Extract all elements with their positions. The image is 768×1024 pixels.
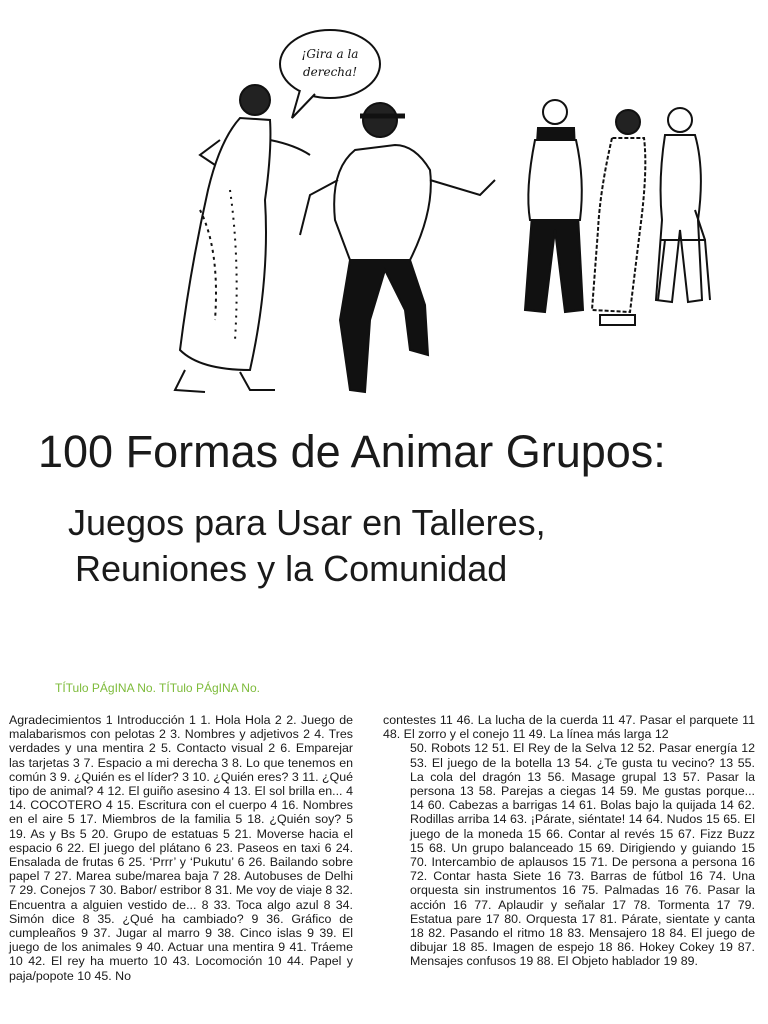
toc-entry-number: 33. <box>213 897 231 912</box>
toc-entry-number: 3. <box>170 727 181 742</box>
toc-entry-number: 19. <box>9 826 27 841</box>
woman-guiding-figure <box>175 85 310 392</box>
toc-entry-number: 50. <box>410 741 428 756</box>
toc-entry-number: 31. <box>215 883 233 898</box>
subtitle-line-1: Juegos para Usar en Talleres, <box>68 502 546 543</box>
toc-entry-number: 74. <box>708 869 727 884</box>
toc-entry-number: 23. <box>215 840 233 855</box>
toc-entry-number: 21. <box>234 826 252 841</box>
toc-entry-number: 29. <box>19 883 37 898</box>
toc-entry-number: 63. <box>510 812 528 827</box>
toc-entry-number: 30. <box>99 883 117 898</box>
toc-entry-number: 60. <box>427 798 445 813</box>
toc-entry-number: 47. <box>618 713 636 727</box>
toc-entry-number: 68. <box>428 840 447 855</box>
toc-entry-number: 72. <box>410 869 428 884</box>
toc-entry-number: 52. <box>637 741 656 756</box>
toc-entry-number: 87. <box>737 940 755 955</box>
subtitle-line-2: Reuniones y la Comunidad <box>75 548 508 589</box>
toc-column-right <box>383 713 755 969</box>
toc-entry-number: 1. <box>200 713 211 727</box>
toc-entry-number: 65. <box>723 812 741 827</box>
toc-entry-number: 32. <box>335 883 353 898</box>
toc-entry-number: 69. <box>597 840 615 855</box>
page-title: 100 Formas de Animar Grupos: <box>38 426 666 477</box>
toc-entry-number: 54. <box>574 755 593 770</box>
toc-entry-number: 81. <box>599 911 618 926</box>
toc-entry-number: 58. <box>478 784 496 799</box>
toc-entry-number: 85. <box>470 940 488 955</box>
toc-entry-number: 11. <box>302 769 319 784</box>
toc-entry-number: 53. <box>410 755 428 770</box>
toc-entry-number: 39. <box>319 926 337 941</box>
toc-entry-number: 28. <box>223 869 241 884</box>
toc-entry-number: 25. <box>128 855 146 870</box>
speech-bubble-line1: ¡Gira a la <box>301 47 359 61</box>
toc-entry-number: 14. <box>9 798 27 813</box>
toc-entry-number: 9. <box>60 769 71 784</box>
toc-right-text-2: 50. Robots 12 51. El Rey de la Selva 12 52. Pasar energía 12 53. El juego de la botella 13 54. ¿Te gusta tu vecino? 13 55. La cola del dragón 13 56. Masage grupal 13 57. Pasar la persona 13 58. Parejas a ciegas 14 59. Me gustas porque... 14 60. Cabezas a barrigas 14 61. Bolas bajo la quijada 14 62. Rodillas arriba 14 63. ¡Párate, siéntate! 14 64. Nudos 15 65. El juego de la moneda 15 66. Contar al revés 15 67. Fizz Buzz 15 68. Un grupo balanceado 15 69. Dirigiendo y guiando 15 70. Intercambio de aplausos 15 71. De persona a persona 16 72. Contar hasta Siete 16 73. Barras de fútbol 16 74. Una orquesta sin instrumentos 16 75. Palmadas 16 76. Pasar la acción 16 77. Aplaudir y señalar 17 78. Tormenta 17 79. Estatua pare 17 80. Orquesta 17 81. Párate, sientate y canta 18 82. Pasando el ritmo 18 83. Mensajero 18 84. El juego de dibujar 18 85. Imagen de espejo 18 86. Hokey Cokey 19 87. Mensajes confusos 19 88. El Objeto hablador 19 89. <box>410 741 756 969</box>
toc-entry-number: 5. <box>161 741 172 756</box>
toc-entry-number: 78. <box>633 897 651 912</box>
toc-entry-number: 13. <box>233 784 251 799</box>
toc-entry-number: 15. <box>116 798 135 813</box>
toc-entry-number: 40. <box>146 940 165 955</box>
toc-header: TÍTulo PÁgINA No. TÍTulo PÁgINA No. <box>55 681 260 695</box>
toc-entry-number: 42. <box>28 954 46 969</box>
toc-entry-number: 56. <box>547 769 565 784</box>
toc-left-text: Agradecimientos 1 Introducción 1 1. Hola Hola 2 2. Juego de malabarismos con pelotas 2 3. Nombres y adjetivos 2 4. Tres verdades y una mentira 2 5. Contacto visual 2 6. Emparejar las tarjetas 3 7. Espacio a mi derecha 3 8. Lo que tenemos en común 3 9. ¿Quién es el líder? 3 10. ¿Quién eres? 3 11. ¿Qué tipo de animal? 4 12. El guiño asesino 4 13. El sol brilla en... 4 14. COCOTERO 4 15. Escritura con el cuerpo 4 16. Nombres en el aire 5 17. Miembros de la familia 5 18. ¿Quién soy? 5 19. As y Bs 5 20. Grupo de estatuas 5 21. Moverse hacia el espacio 6 22. El juego del plátano 6 23. Paseos en taxi 6 24. Ensalada de frutas 6 25. ‘Prrr’ y ‘Pukutu’ 6 26. Bailando sobre papel 7 27. Marea sube/marea baja 7 28. Autobuses de Delhi 7 29. Conejos 7 30. Babor/ estribor 8 31. Me voy de viaje 8 32. Encuentra a alguien vestido de... 8 33. Toca algo azul 8 34. Simón dice 8 35. ¿Qué ha cambiado? 9 36. Gráfico de cumpleaños 9 37. Jugar al marro 9 38. Cinco islas 9 39. El juego de los animales 9 40. Actuar una mentira 9 41. Tráeme 10 42. El rey ha muerto 10 43. Locomoción 10 44. Papel y paja/popote 10 45. No <box>9 713 354 983</box>
toc-entry-number: 51. <box>492 741 510 756</box>
toc-entry-number: 59. <box>619 784 638 799</box>
toc-entry-number: 27. <box>54 869 72 884</box>
toc-entry-number: 36. <box>266 911 284 926</box>
toc-entry-number: 75. <box>581 883 599 898</box>
toc-entry-number: 70. <box>410 855 428 870</box>
toc-entry-number: 84. <box>669 926 687 941</box>
toc-entry-number: 4. <box>314 727 325 742</box>
toc-entry-number: 76. <box>684 883 702 898</box>
toc-entry-number: 49. <box>528 727 547 742</box>
toc-entry-number: 45. <box>94 968 112 983</box>
toc-entry-number: 6. <box>280 741 291 756</box>
toc-entry-number: 71. <box>590 855 608 870</box>
toc-entry-number: 43. <box>172 954 190 969</box>
toc-entry-number: 22. <box>67 840 85 855</box>
blindfolded-man-figure <box>300 103 495 392</box>
toc-entry-number: 12. <box>107 784 125 799</box>
toc-entry-number: 35. <box>97 911 115 926</box>
toc-entry-number: 73. <box>567 869 585 884</box>
page-subtitle <box>68 500 718 592</box>
toc-entry-number: 79. <box>737 897 755 912</box>
speech-bubble <box>280 30 380 118</box>
toc-entry-number: 62. <box>737 798 755 813</box>
toc-entry-number: 86. <box>617 940 635 955</box>
toc-entry-number: 34. <box>335 897 353 912</box>
toc-entry-number: 77. <box>474 897 492 912</box>
toc-entry-number: 64. <box>645 812 664 827</box>
toc-entry-number: 2. <box>286 713 297 727</box>
toc-entry-number: 82. <box>428 926 446 941</box>
observers-group <box>525 100 710 325</box>
toc-entry-number: 46. <box>456 713 474 727</box>
toc-entry-number: 24. <box>335 840 354 855</box>
toc-entry-number: 16. <box>281 798 299 813</box>
toc-entry-number: 7. <box>83 755 94 770</box>
toc-entry-number: 17. <box>79 812 98 827</box>
toc-entry-number: 38. <box>217 926 235 941</box>
toc-entry-number: 67. <box>678 826 696 841</box>
toc-right-text-1: contestes 11 46. La lucha de la cuerda 11 47. Pasar el parquete 11 48. El zorro y el conejo 11 49. La línea más larga 12 <box>383 713 755 742</box>
toc-entry-number: 20. <box>91 826 109 841</box>
toc-entry-number: 44. <box>286 954 305 969</box>
toc-entry-number: 37. <box>93 926 111 941</box>
toc-entry-number: 66. <box>546 826 564 841</box>
cover-illustration <box>160 20 750 420</box>
toc-entry-number: 89. <box>680 954 698 969</box>
toc-column-left <box>9 713 353 983</box>
toc-entry-number: 10. <box>192 769 210 784</box>
toc-entry-number: 83. <box>567 926 585 941</box>
toc-entry-number: 55. <box>737 755 755 770</box>
speech-bubble-line2: derecha! <box>302 65 358 79</box>
toc-entry-number: 48. <box>383 727 401 742</box>
toc-entry-number: 41. <box>289 940 307 955</box>
toc-entry-number: 18. <box>247 812 265 827</box>
toc-entry-number: 88. <box>536 954 554 969</box>
toc-entry-number: 8. <box>231 755 243 770</box>
toc-entry-number: 80. <box>504 911 522 926</box>
toc-entry-number: 57. <box>682 769 701 784</box>
toc-entry-number: 61. <box>579 798 597 813</box>
toc-entry-number: 26. <box>248 855 266 870</box>
